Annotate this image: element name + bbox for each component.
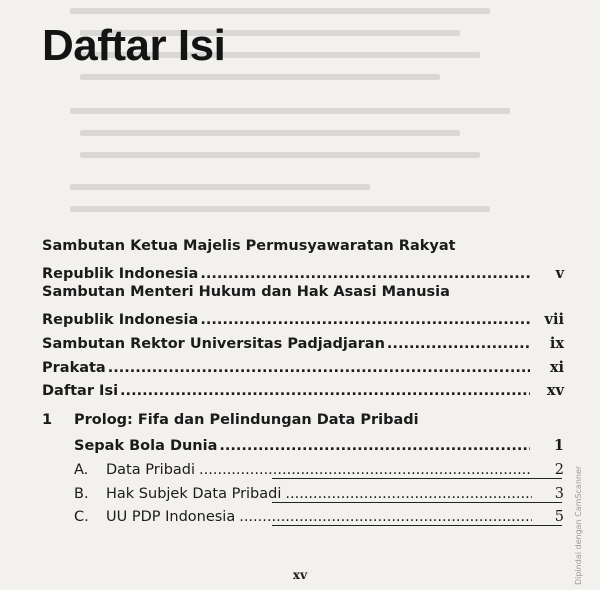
toc-entry[interactable]: [42, 354, 564, 376]
leader-dots: [120, 383, 530, 399]
toc-entry-title: Sambutan Rektor Universitas Padjadjaran: [42, 336, 385, 352]
chapter-title-cont: Sepak Bola Dunia: [74, 438, 218, 454]
section-letter: B.: [74, 486, 89, 502]
footer-page-number: xv: [292, 568, 308, 582]
toc-page-number: xi: [549, 359, 564, 376]
leader-dots: [239, 509, 532, 525]
section-title: Data Pribadi: [106, 462, 196, 478]
section-title: Hak Subjek Data Pribadi: [106, 486, 282, 502]
page-title: Daftar Isi: [42, 21, 226, 70]
toc-entry[interactable]: [42, 330, 564, 352]
leader-dots: [108, 360, 530, 376]
toc-entry-title: Daftar Isi: [42, 383, 119, 399]
leader-dots: [285, 486, 532, 502]
section-letter: A.: [74, 462, 89, 478]
toc-entry[interactable]: [42, 260, 564, 282]
toc-entry-title-cont: Republik Indonesia: [42, 312, 199, 328]
toc-page-number: ix: [549, 335, 564, 352]
toc-entry-title: Sambutan Menteri Hukum dan Hak Asasi Manusia: [42, 284, 450, 300]
toc-page-number: 5: [554, 509, 564, 525]
leader-dots: [387, 336, 530, 352]
toc-page-number: xv: [546, 382, 564, 399]
toc-page-number: 3: [554, 486, 564, 502]
divider-line: [272, 478, 562, 479]
toc-entry[interactable]: [42, 306, 564, 328]
chapter-title: Prolog: Fifa dan Pelindungan Data Pribadi: [74, 412, 419, 428]
toc-page-number: 1: [553, 437, 564, 454]
toc-entry[interactable]: [42, 377, 564, 399]
section-entry[interactable]: [74, 503, 564, 525]
leader-dots: [200, 312, 530, 328]
section-entry[interactable]: [74, 480, 564, 502]
toc-entry-title: Sambutan Ketua Majelis Permusyawaratan Rakyat: [42, 238, 456, 254]
toc-page-number: 2: [554, 462, 564, 478]
scanner-watermark: Dipindai dengan CamScanner: [574, 465, 583, 585]
toc-page-number: vii: [544, 311, 564, 328]
toc-entry-title-cont: Republik Indonesia: [42, 266, 199, 282]
section-entry[interactable]: [74, 456, 564, 478]
toc-entry-title: Prakata: [42, 360, 106, 376]
leader-dots: [199, 462, 532, 478]
leader-dots: [219, 438, 530, 454]
toc-page-number: v: [555, 265, 564, 282]
chapter-number: 1: [42, 412, 53, 428]
section-title: UU PDP Indonesia: [106, 509, 236, 525]
section-letter: C.: [74, 509, 89, 525]
leader-dots: [200, 266, 530, 282]
chapter-entry[interactable]: [74, 432, 564, 454]
divider-line: [272, 525, 562, 526]
